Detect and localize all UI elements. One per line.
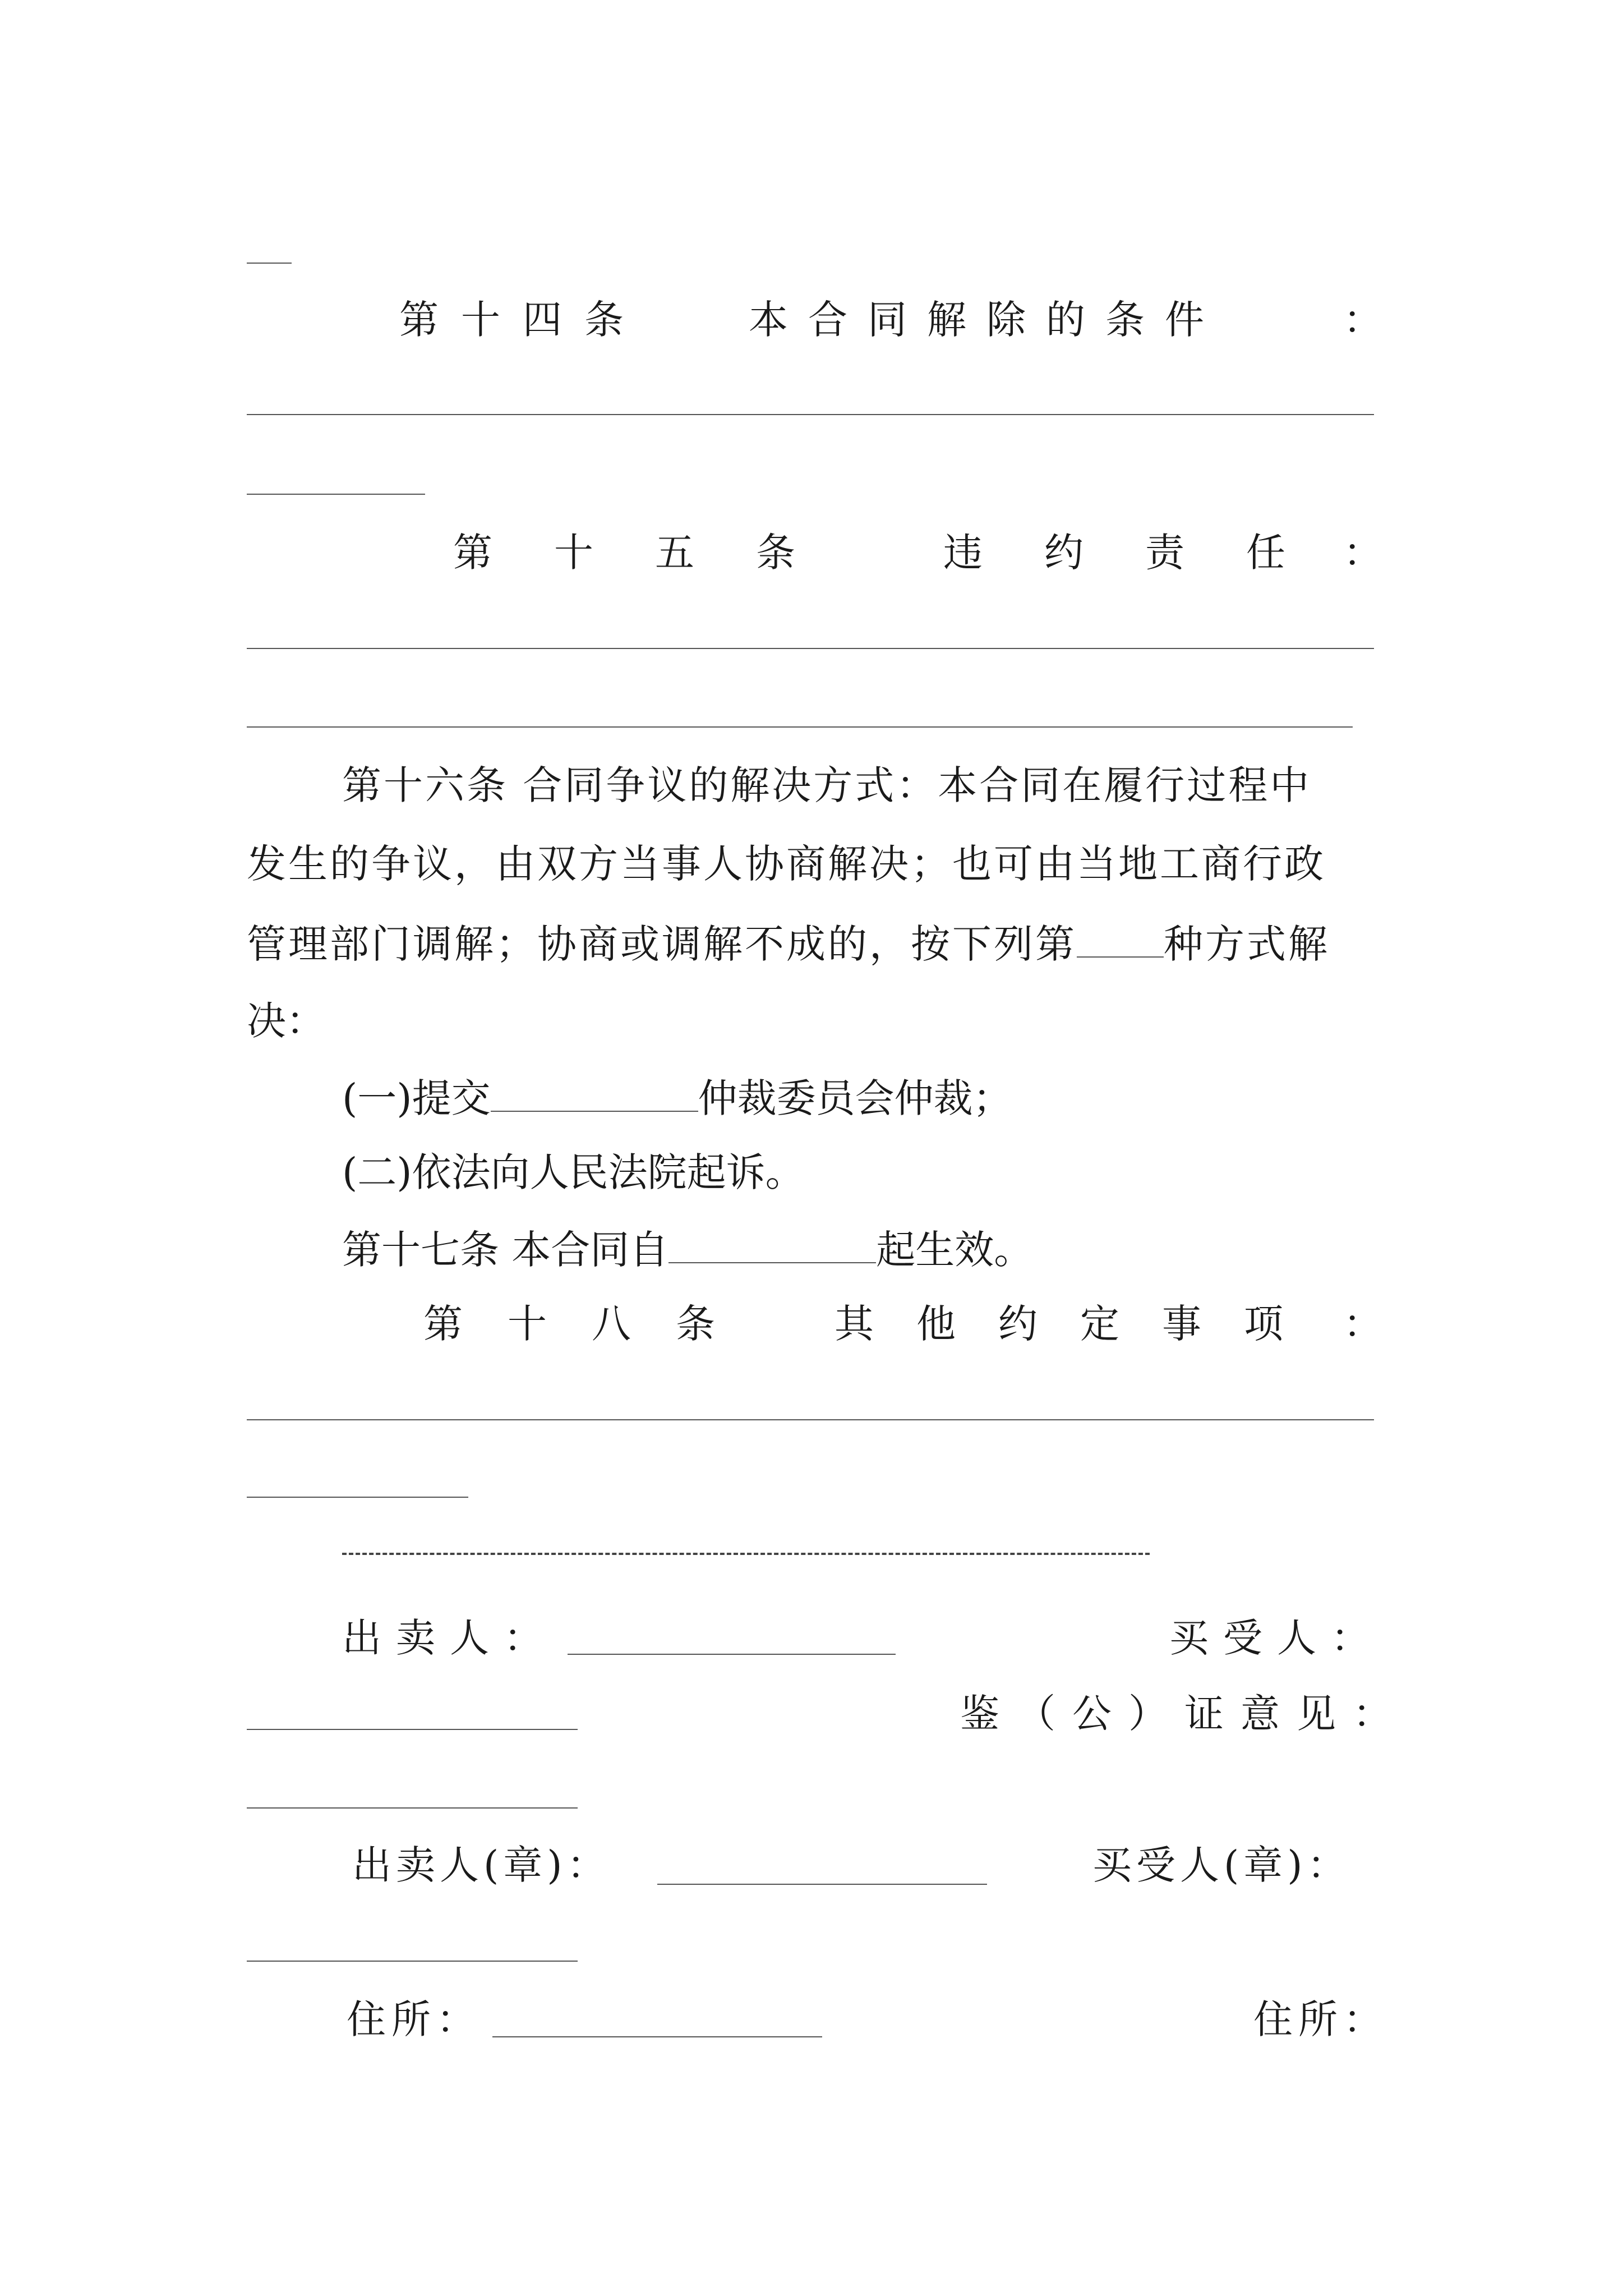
- seller-address-label: 住所：: [347, 1996, 481, 2042]
- blank-line: [247, 414, 1374, 415]
- buyer-seal-blank[interactable]: [247, 1961, 578, 1962]
- article-16-option-2: (二)依法向人民法院起诉。: [342, 1149, 805, 1195]
- article-18-heading: 第十八条: [423, 1301, 760, 1347]
- article-15-title: 违约责任: [943, 530, 1347, 576]
- article-15-colon: ：: [1343, 530, 1382, 576]
- article-15-heading: 第十五条: [453, 530, 857, 576]
- blank-line: [247, 726, 1353, 728]
- blank-line: [247, 648, 1374, 649]
- arbitration-commission-blank[interactable]: [491, 1077, 698, 1112]
- article-17: [342, 1227, 1034, 1273]
- option-1-text-end: 仲裁委员会仲裁；: [698, 1075, 1012, 1121]
- article-14-colon: ：: [1343, 297, 1382, 343]
- buyer-blank[interactable]: [247, 1729, 578, 1730]
- article-18-colon: ：: [1343, 1301, 1382, 1347]
- article-14-heading: 第十四条: [399, 297, 646, 343]
- buyer-address-label: 住所：: [1253, 1996, 1388, 2042]
- seller-blank[interactable]: [568, 1654, 896, 1655]
- seller-seal-label: 出卖人(章)：: [352, 1842, 611, 1888]
- article-17-text-end: 起生效。: [876, 1227, 1034, 1273]
- blank-line: [247, 494, 425, 495]
- seller-address-blank[interactable]: [492, 2036, 822, 2037]
- article-16-line-2: 发生的争议，由双方当事人协商解决；也可由当地工商行政: [247, 841, 1326, 887]
- article-17-text: 第十七条 本合同自: [342, 1227, 669, 1273]
- article-16-line-3: [247, 921, 1330, 967]
- effective-date-blank[interactable]: [668, 1228, 876, 1263]
- article-18-title: 其他约定事项: [834, 1301, 1326, 1347]
- article-16-line-3-text: 管理部门调解；协商或调解不成的，按下列第: [247, 921, 1077, 967]
- buyer-label: 买受人：: [1169, 1615, 1385, 1661]
- article-16-line-4: 决：: [247, 998, 325, 1044]
- article-16-option-1: [342, 1075, 1012, 1121]
- notary-opinion-label: 鉴（公）证意见：: [960, 1691, 1409, 1737]
- article-16-line-1: 第十六条 合同争议的解决方式：本合同在履行过程中: [342, 762, 1312, 808]
- seller-seal-blank[interactable]: [657, 1884, 987, 1885]
- blank-line: [247, 263, 292, 264]
- article-14-title: 本合同解除的条件: [749, 297, 1224, 343]
- notary-opinion-blank[interactable]: [247, 1807, 578, 1809]
- option-1-text: (一)提交: [342, 1075, 491, 1121]
- option-number-blank[interactable]: [1077, 923, 1164, 958]
- seller-label: 出卖人：: [342, 1615, 557, 1661]
- blank-line: [247, 1419, 1374, 1420]
- article-16-line-3-text-end: 种方式解: [1164, 921, 1330, 967]
- separator-line: [342, 1553, 1150, 1555]
- blank-line: [247, 1497, 468, 1498]
- buyer-seal-label: 买受人(章)：: [1092, 1842, 1351, 1888]
